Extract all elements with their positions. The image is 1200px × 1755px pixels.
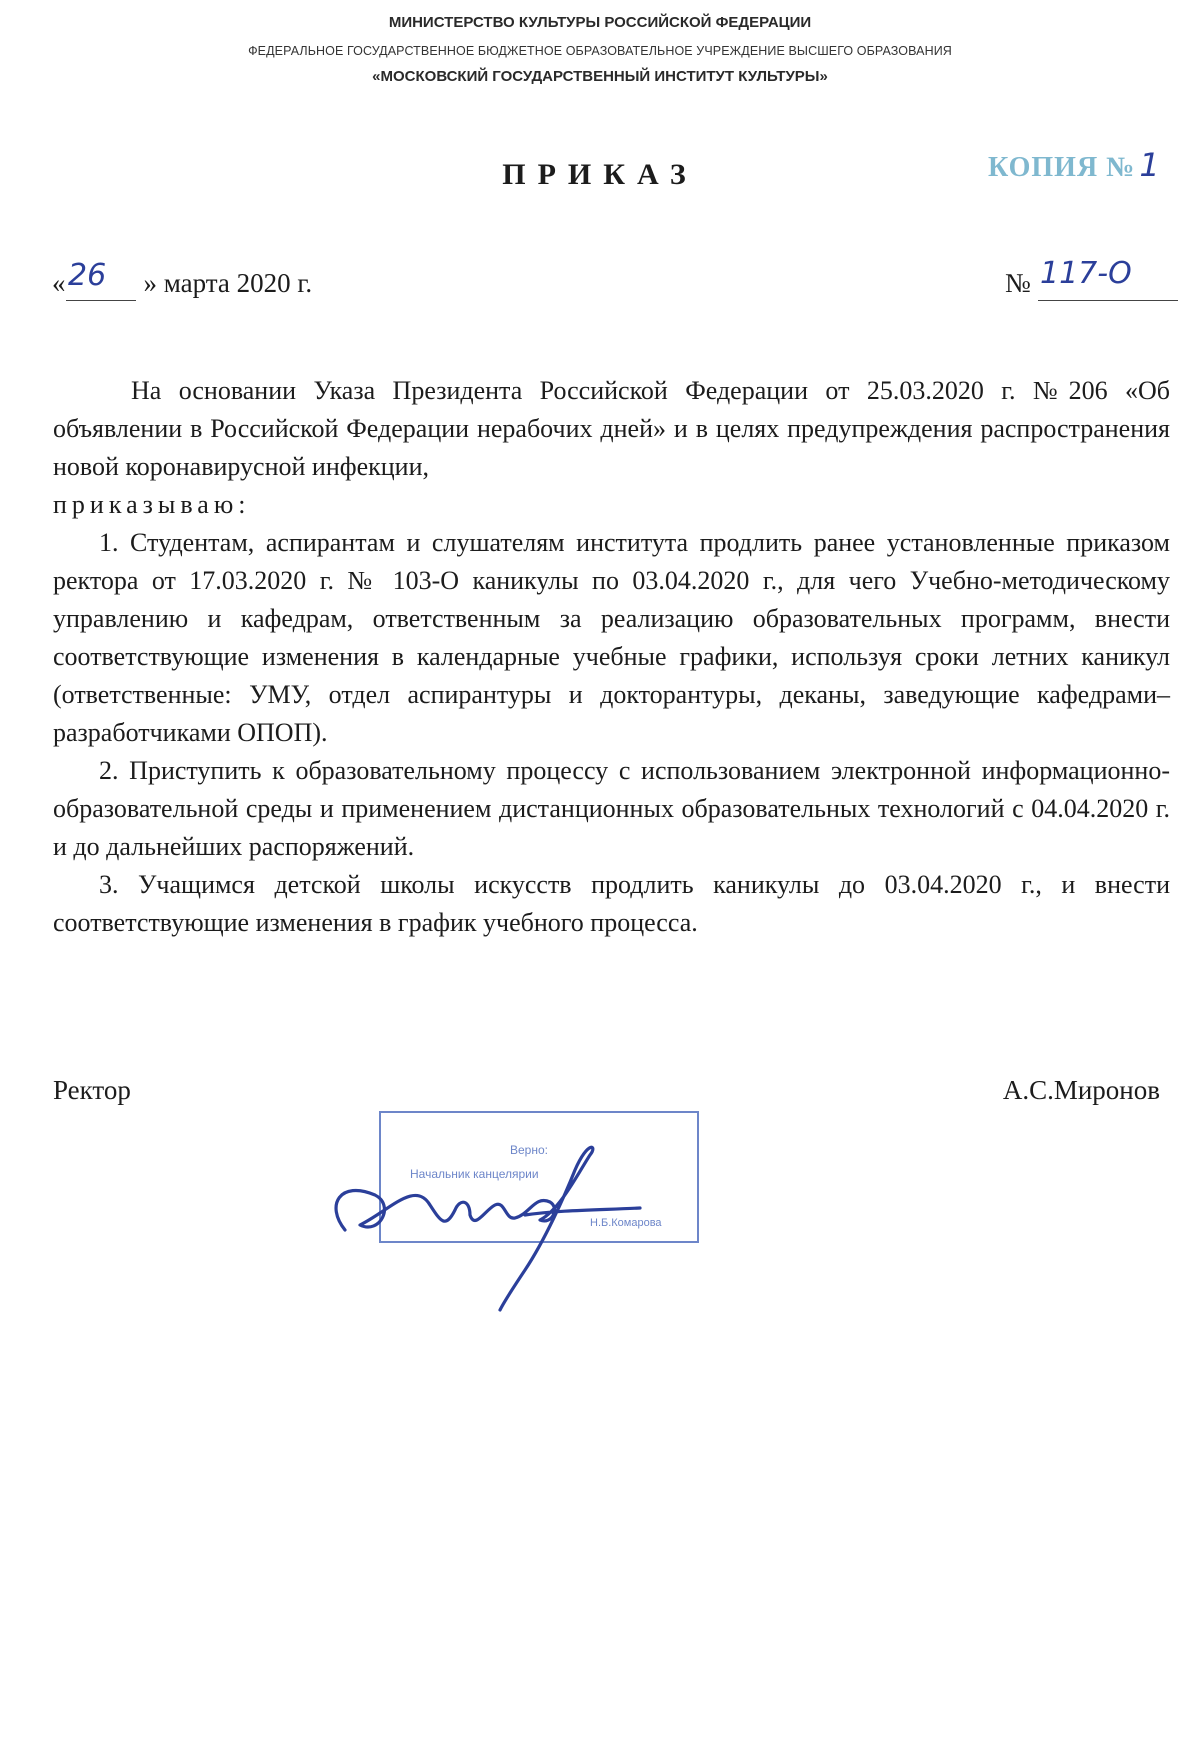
signer-position: Ректор [53, 1075, 131, 1105]
document-date: « » марта 2020 г. [52, 268, 313, 298]
copy-stamp [988, 144, 1188, 184]
stamp-line-2: Начальник канцелярии [410, 1167, 539, 1181]
order-body [53, 372, 1170, 942]
number-underline [1038, 300, 1178, 301]
stamp-line-1: Верно: [510, 1143, 548, 1157]
signer-name: А.С.Миронов [1002, 1075, 1160, 1105]
copy-number: 1 [1139, 146, 1161, 184]
document-number-label: № [1005, 268, 1031, 298]
handwritten-day: 26 [68, 258, 107, 293]
preamble-paragraph: На основании Указа Президента Российской Федерации от 25.03.2020 г. №206 «Об объявлении в Российской Федерации нерабочих дней» и в целях предупреждения распространения новой коронавирусной инфекции, [53, 376, 1170, 481]
order-item-3: 3. Учащимся детской школы искусств продлить каникулы до 03.04.2020 г., и внести соответствующие изменения в график учебного процесса. [53, 870, 1170, 937]
order-word: приказываю: [53, 490, 251, 519]
document-title: ПРИКАЗ [502, 158, 698, 191]
ministry-header: МИНИСТЕРСТВО КУЛЬТУРЫ РОССИЙСКОЙ ФЕДЕРАЦИИ [388, 14, 812, 31]
stamp-line-3: Н.Б.Комарова [590, 1217, 662, 1229]
handwritten-number: 117-О [1040, 256, 1132, 291]
copy-stamp-label: КОПИЯ № 1 [988, 146, 1161, 184]
order-item-2: 2. Приступить к образовательному процессу с использованием электронной информационно-образовательной среды и применением дистанционных образовательных технологий с 04.04.2020 г. и до дальнейших распоряжений. [53, 756, 1170, 861]
institution-type-header: ФЕДЕРАЛЬНОЕ ГОСУДАРСТВЕННОЕ БЮДЖЕТНОЕ ОБРАЗОВАТЕЛЬНОЕ УЧРЕЖДЕНИЕ ВЫСШЕГО ОБРАЗОВАНИЯ [248, 44, 952, 58]
certification-stamp [320, 1110, 700, 1320]
institution-name-header: «МОСКОВСКИЙ ГОСУДАРСТВЕННЫЙ ИНСТИТУТ КУЛЬТУРЫ» [372, 68, 828, 85]
order-item-1: 1. Студентам, аспирантам и слушателям института продлить ранее установленные приказом ректора от 17.03.2020 г. № 103-О каникулы по 03.04.2020 г., для чего Учебно-методическому управлению и кафедрам, ответственным за реализацию образовательных программ, внести соответствующие изменения в календарные учебные графики, используя сроки летних каникул (ответственные: УМУ, отдел аспирантуры и докторантуры, деканы, заведующие кафедрами–разработчиками ОПОП). [53, 528, 1170, 747]
day-underline [66, 300, 136, 301]
